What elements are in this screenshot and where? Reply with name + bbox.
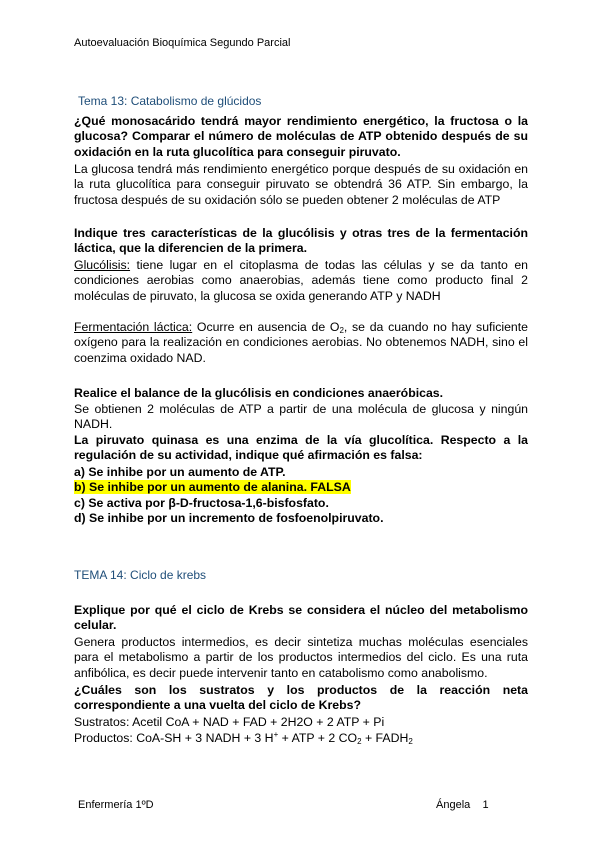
fermentacion-text-2: , se da cuando no hay suficiente oxígeno para la realización en condiciones aerobias. No obtenemos NADH, sino el coenzima oxidado NAD. — [74, 320, 529, 365]
question-sustratos-productos: ¿Cuáles son los sustratos y los productos de la reacción neta correspondiente a una vuelta del ciclo de Krebs? — [74, 683, 528, 713]
oxygen-subscript: 2 — [339, 326, 344, 335]
question-caracteristicas: Indique tres características de la glucólisis y otras tres de la fermentación láctica, que la diferencien de la primera. — [74, 226, 528, 256]
fadh2-subscript: 2 — [408, 737, 413, 746]
proton-superscript: + — [273, 730, 279, 739]
option-a: a) Se inhibe por un aumento de ATP. — [74, 465, 286, 479]
option-d: d) Se inhibe por un incremento de fosfoenolpiruvato. — [74, 511, 384, 526]
question-piruvato-quinasa: La piruvato quinasa es una enzima de la vía glucolítica. Respecto a la regulación de su actividad, indique qué afirmación es falsa: — [74, 433, 528, 463]
productos-text-3: + FADH — [361, 731, 409, 745]
fermentacion-label: Fermentación láctica: — [74, 320, 193, 334]
answer-sustratos: Sustratos: Acetil CoA + NAD + FAD + 2H2O + 2 ATP + Pi — [74, 715, 385, 729]
question-monosacarido: ¿Qué monosacárido tendrá mayor rendimiento energético, la fructosa o la glucosa? Comparar el número de moléculas de ATP obtenido después de su oxidación en la ruta glucolítica para conseguir piruvato. — [74, 114, 528, 159]
answer-krebs-nucleo: Genera productos intermedios, es decir sintetiza muchas moléculas esenciales para el metabolismo a partir de los productos intermedios del ciclo. Es una ruta anfibólica, es decir puede intervenir tanto en catabolismo como anabolismo. — [74, 635, 528, 680]
option-b-highlighted: b) Se inhibe por un aumento de alanina. FALSA — [74, 480, 351, 495]
options-list — [74, 465, 528, 527]
footer-right: Ángela 1 — [436, 799, 489, 811]
section-title-tema-14: TEMA 14: Ciclo de krebs — [74, 568, 207, 582]
question-balance: Realice el balance de la glucólisis en condiciones anaeróbicas. — [74, 386, 444, 400]
answer-balance: Se obtienen 2 moléculas de ATP a partir de una molécula de glucosa y ningún NADH. — [74, 402, 528, 432]
answer-productos — [74, 731, 528, 746]
fermentacion-text-1: Ocurre en ausencia de O — [192, 320, 340, 334]
answer-monosacarido: La glucosa tendrá más rendimiento energético porque después de su oxidación en la ruta glucolítica para conseguir piruvato se obtendrá 36 ATP. Sin embargo, la fructosa después de su oxidación sólo se pueden obtener 2 moléculas de ATP — [74, 162, 528, 207]
glucolisis-text: tiene lugar en el citoplasma de todas las células y se da tanto en condiciones aerobias como anaerobias, además tiene como producto final 2 moléculas de piruvato, la glucosa se oxida generando ATP y NADH — [74, 258, 528, 303]
section-title-tema-13: Tema 13: Catabolismo de glúcidos — [78, 94, 262, 108]
glucolisis-label: Glucólisis: — [74, 258, 131, 272]
answer-fermentacion — [74, 320, 528, 366]
option-c: c) Se activa por β-D-fructosa-1,6-bisfosfato. — [74, 495, 329, 510]
footer-left: Enfermería 1ºD — [78, 799, 154, 811]
productos-text-2: + ATP + 2 CO — [278, 731, 358, 745]
answer-glucolisis — [74, 258, 528, 304]
co2-subscript: 2 — [357, 737, 362, 746]
question-krebs-nucleo: Explique por qué el ciclo de Krebs se considera el núcleo del metabolismo celular. — [74, 603, 528, 633]
productos-text-1: Productos: CoA-SH + 3 NADH + 3 H — [74, 731, 274, 745]
page-header: Autoevaluación Bioquímica Segundo Parcial — [74, 37, 291, 49]
